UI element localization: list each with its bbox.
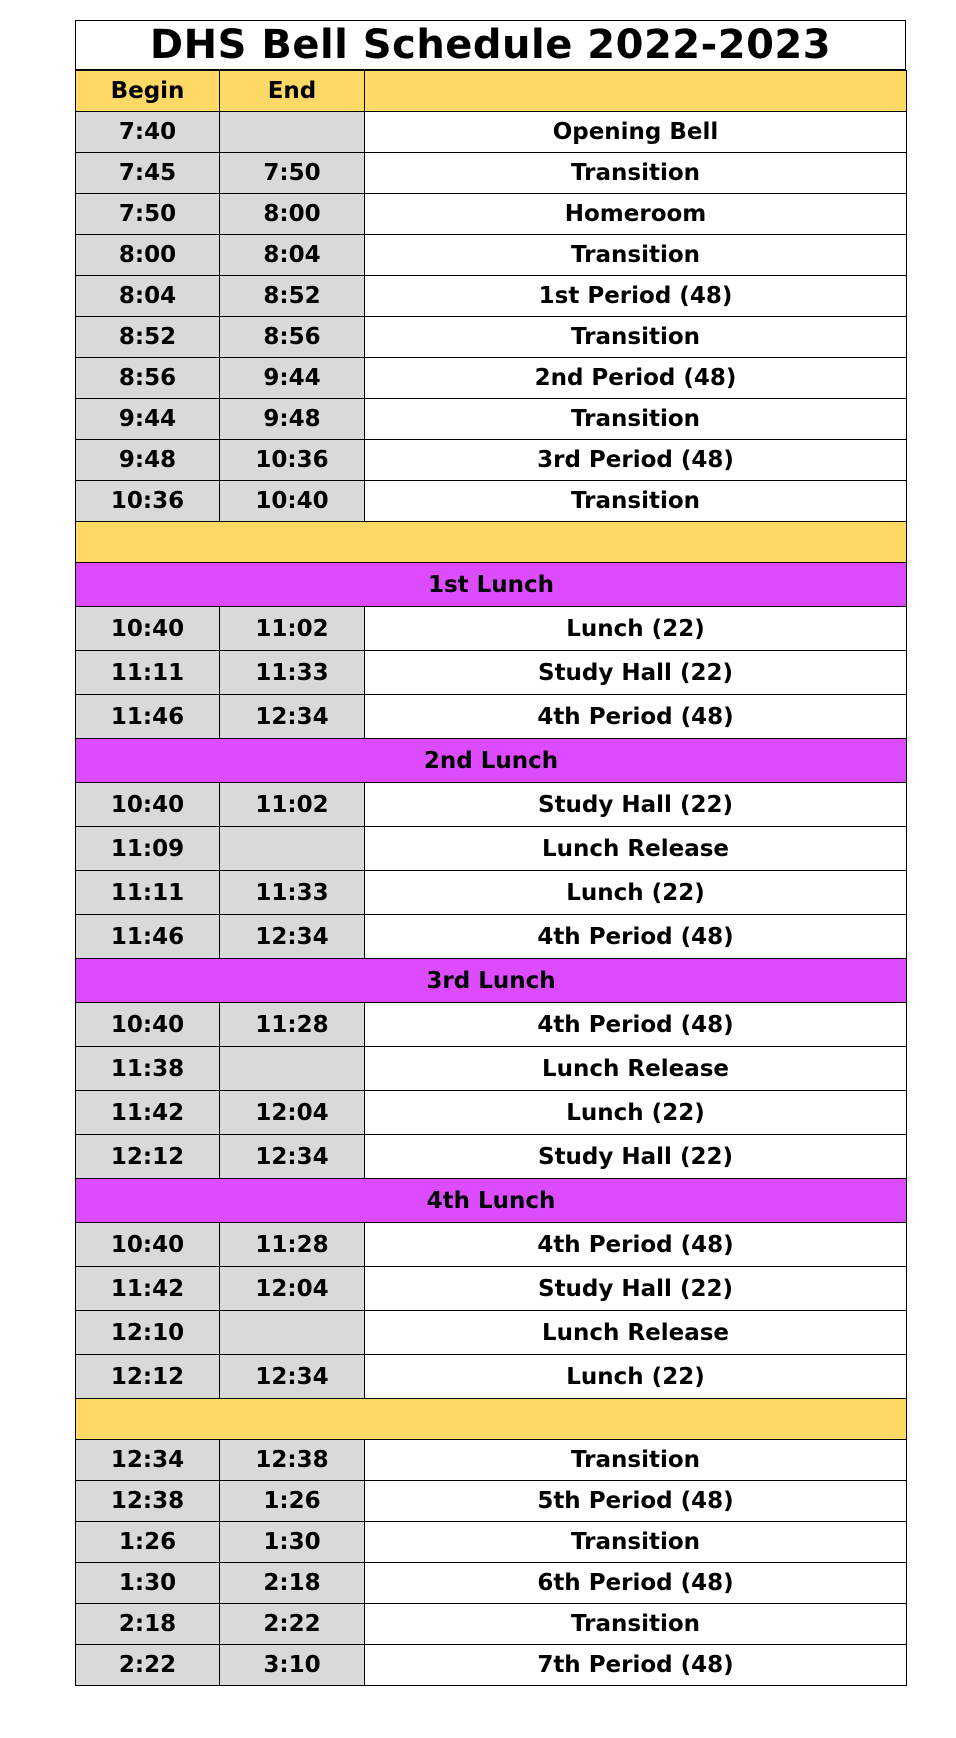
period-description: 6th Period (48) bbox=[365, 1563, 907, 1604]
schedule-row bbox=[76, 1003, 907, 1047]
end-time: 9:48 bbox=[220, 399, 365, 440]
begin-time: 11:42 bbox=[76, 1267, 220, 1311]
period-description: Lunch Release bbox=[365, 827, 907, 871]
schedule-row bbox=[76, 915, 907, 959]
end-time bbox=[220, 1047, 365, 1091]
schedule-row bbox=[76, 1563, 907, 1604]
end-time: 11:33 bbox=[220, 871, 365, 915]
period-description: 3rd Period (48) bbox=[365, 440, 907, 481]
period-description: Lunch (22) bbox=[365, 607, 907, 651]
schedule-row bbox=[76, 1047, 907, 1091]
begin-time: 10:40 bbox=[76, 783, 220, 827]
begin-time: 1:30 bbox=[76, 1563, 220, 1604]
end-time: 7:50 bbox=[220, 153, 365, 194]
lunch-title: 2nd Lunch bbox=[76, 739, 907, 783]
begin-time: 12:12 bbox=[76, 1355, 220, 1399]
period-description: 2nd Period (48) bbox=[365, 358, 907, 399]
schedule-row bbox=[76, 871, 907, 915]
begin-time: 11:11 bbox=[76, 651, 220, 695]
begin-time: 11:46 bbox=[76, 915, 220, 959]
end-time: 1:26 bbox=[220, 1481, 365, 1522]
lunch-title: 3rd Lunch bbox=[76, 959, 907, 1003]
lunch-title: 1st Lunch bbox=[76, 563, 907, 607]
end-time: 11:33 bbox=[220, 651, 365, 695]
period-description: Transition bbox=[365, 235, 907, 276]
end-time: 12:34 bbox=[220, 1355, 365, 1399]
lunch-header-row bbox=[76, 1179, 907, 1223]
period-description: Study Hall (22) bbox=[365, 1267, 907, 1311]
begin-time: 11:46 bbox=[76, 695, 220, 739]
separator-cell bbox=[76, 522, 907, 563]
period-description: Transition bbox=[365, 1522, 907, 1563]
schedule-row bbox=[76, 1223, 907, 1267]
begin-time: 7:45 bbox=[76, 153, 220, 194]
schedule-row bbox=[76, 112, 907, 153]
period-description: 4th Period (48) bbox=[365, 1223, 907, 1267]
header-row bbox=[76, 71, 907, 112]
schedule-row bbox=[76, 440, 907, 481]
lunch-title: 4th Lunch bbox=[76, 1179, 907, 1223]
begin-time: 10:40 bbox=[76, 1003, 220, 1047]
end-time bbox=[220, 1311, 365, 1355]
begin-time: 12:34 bbox=[76, 1440, 220, 1481]
end-time: 8:00 bbox=[220, 194, 365, 235]
period-description: Lunch (22) bbox=[365, 1355, 907, 1399]
end-time: 11:28 bbox=[220, 1003, 365, 1047]
schedule-row bbox=[76, 1355, 907, 1399]
description-column-header bbox=[365, 71, 907, 112]
end-time: 2:22 bbox=[220, 1604, 365, 1645]
begin-time: 7:50 bbox=[76, 194, 220, 235]
separator-row bbox=[76, 1399, 907, 1440]
end-time: 3:10 bbox=[220, 1645, 365, 1686]
schedule-row bbox=[76, 1311, 907, 1355]
bell-schedule bbox=[75, 20, 906, 1686]
begin-time: 8:52 bbox=[76, 317, 220, 358]
begin-time: 2:22 bbox=[76, 1645, 220, 1686]
end-time: 9:44 bbox=[220, 358, 365, 399]
begin-time: 12:38 bbox=[76, 1481, 220, 1522]
separator-cell bbox=[76, 1399, 907, 1440]
period-description: Transition bbox=[365, 153, 907, 194]
begin-time: 1:26 bbox=[76, 1522, 220, 1563]
begin-time: 10:36 bbox=[76, 481, 220, 522]
period-description: Homeroom bbox=[365, 194, 907, 235]
period-description: Transition bbox=[365, 1604, 907, 1645]
period-description: Transition bbox=[365, 1440, 907, 1481]
period-description: Transition bbox=[365, 317, 907, 358]
end-time: 12:38 bbox=[220, 1440, 365, 1481]
end-time: 2:18 bbox=[220, 1563, 365, 1604]
end-time: 12:04 bbox=[220, 1091, 365, 1135]
schedule-row bbox=[76, 1481, 907, 1522]
period-description: Study Hall (22) bbox=[365, 1135, 907, 1179]
schedule-row bbox=[76, 481, 907, 522]
schedule-row bbox=[76, 1091, 907, 1135]
schedule-row bbox=[76, 651, 907, 695]
period-description: Lunch Release bbox=[365, 1047, 907, 1091]
end-time: 12:34 bbox=[220, 1135, 365, 1179]
end-column-header: End bbox=[220, 71, 365, 112]
schedule-row bbox=[76, 1440, 907, 1481]
end-time: 8:04 bbox=[220, 235, 365, 276]
begin-time: 11:09 bbox=[76, 827, 220, 871]
begin-time: 11:42 bbox=[76, 1091, 220, 1135]
begin-column-header: Begin bbox=[76, 71, 220, 112]
begin-time: 8:56 bbox=[76, 358, 220, 399]
begin-time: 12:12 bbox=[76, 1135, 220, 1179]
period-description: Lunch (22) bbox=[365, 1091, 907, 1135]
period-description: 4th Period (48) bbox=[365, 915, 907, 959]
schedule-row bbox=[76, 1267, 907, 1311]
period-description: 4th Period (48) bbox=[365, 695, 907, 739]
schedule-row bbox=[76, 358, 907, 399]
lunch-header-row bbox=[76, 959, 907, 1003]
schedule-row bbox=[76, 1522, 907, 1563]
begin-time: 11:11 bbox=[76, 871, 220, 915]
end-time: 11:02 bbox=[220, 607, 365, 651]
period-description: Study Hall (22) bbox=[365, 783, 907, 827]
schedule-row bbox=[76, 695, 907, 739]
schedule-row bbox=[76, 194, 907, 235]
page-title: DHS Bell Schedule 2022-2023 bbox=[75, 20, 906, 70]
end-time: 8:56 bbox=[220, 317, 365, 358]
period-description: Study Hall (22) bbox=[365, 651, 907, 695]
end-time: 10:40 bbox=[220, 481, 365, 522]
schedule-row bbox=[76, 153, 907, 194]
period-description: 7th Period (48) bbox=[365, 1645, 907, 1686]
period-description: 5th Period (48) bbox=[365, 1481, 907, 1522]
schedule-table bbox=[75, 70, 907, 1686]
begin-time: 8:04 bbox=[76, 276, 220, 317]
begin-time: 10:40 bbox=[76, 607, 220, 651]
end-time: 12:04 bbox=[220, 1267, 365, 1311]
schedule-row bbox=[76, 1135, 907, 1179]
schedule-row bbox=[76, 276, 907, 317]
schedule-row bbox=[76, 1645, 907, 1686]
schedule-row bbox=[76, 783, 907, 827]
period-description: Transition bbox=[365, 399, 907, 440]
end-time: 10:36 bbox=[220, 440, 365, 481]
begin-time: 11:38 bbox=[76, 1047, 220, 1091]
end-time: 11:02 bbox=[220, 783, 365, 827]
begin-time: 8:00 bbox=[76, 235, 220, 276]
begin-time: 10:40 bbox=[76, 1223, 220, 1267]
end-time: 8:52 bbox=[220, 276, 365, 317]
end-time: 11:28 bbox=[220, 1223, 365, 1267]
end-time: 1:30 bbox=[220, 1522, 365, 1563]
schedule-row bbox=[76, 317, 907, 358]
lunch-header-row bbox=[76, 563, 907, 607]
period-description: Opening Bell bbox=[365, 112, 907, 153]
begin-time: 9:44 bbox=[76, 399, 220, 440]
schedule-row bbox=[76, 1604, 907, 1645]
period-description: 4th Period (48) bbox=[365, 1003, 907, 1047]
begin-time: 9:48 bbox=[76, 440, 220, 481]
begin-time: 12:10 bbox=[76, 1311, 220, 1355]
end-time: 12:34 bbox=[220, 915, 365, 959]
period-description: Lunch (22) bbox=[365, 871, 907, 915]
separator-row bbox=[76, 522, 907, 563]
schedule-row bbox=[76, 607, 907, 651]
lunch-header-row bbox=[76, 739, 907, 783]
begin-time: 7:40 bbox=[76, 112, 220, 153]
period-description: Lunch Release bbox=[365, 1311, 907, 1355]
end-time bbox=[220, 827, 365, 871]
schedule-row bbox=[76, 235, 907, 276]
schedule-row bbox=[76, 399, 907, 440]
end-time: 12:34 bbox=[220, 695, 365, 739]
period-description: Transition bbox=[365, 481, 907, 522]
end-time bbox=[220, 112, 365, 153]
period-description: 1st Period (48) bbox=[365, 276, 907, 317]
begin-time: 2:18 bbox=[76, 1604, 220, 1645]
schedule-row bbox=[76, 827, 907, 871]
